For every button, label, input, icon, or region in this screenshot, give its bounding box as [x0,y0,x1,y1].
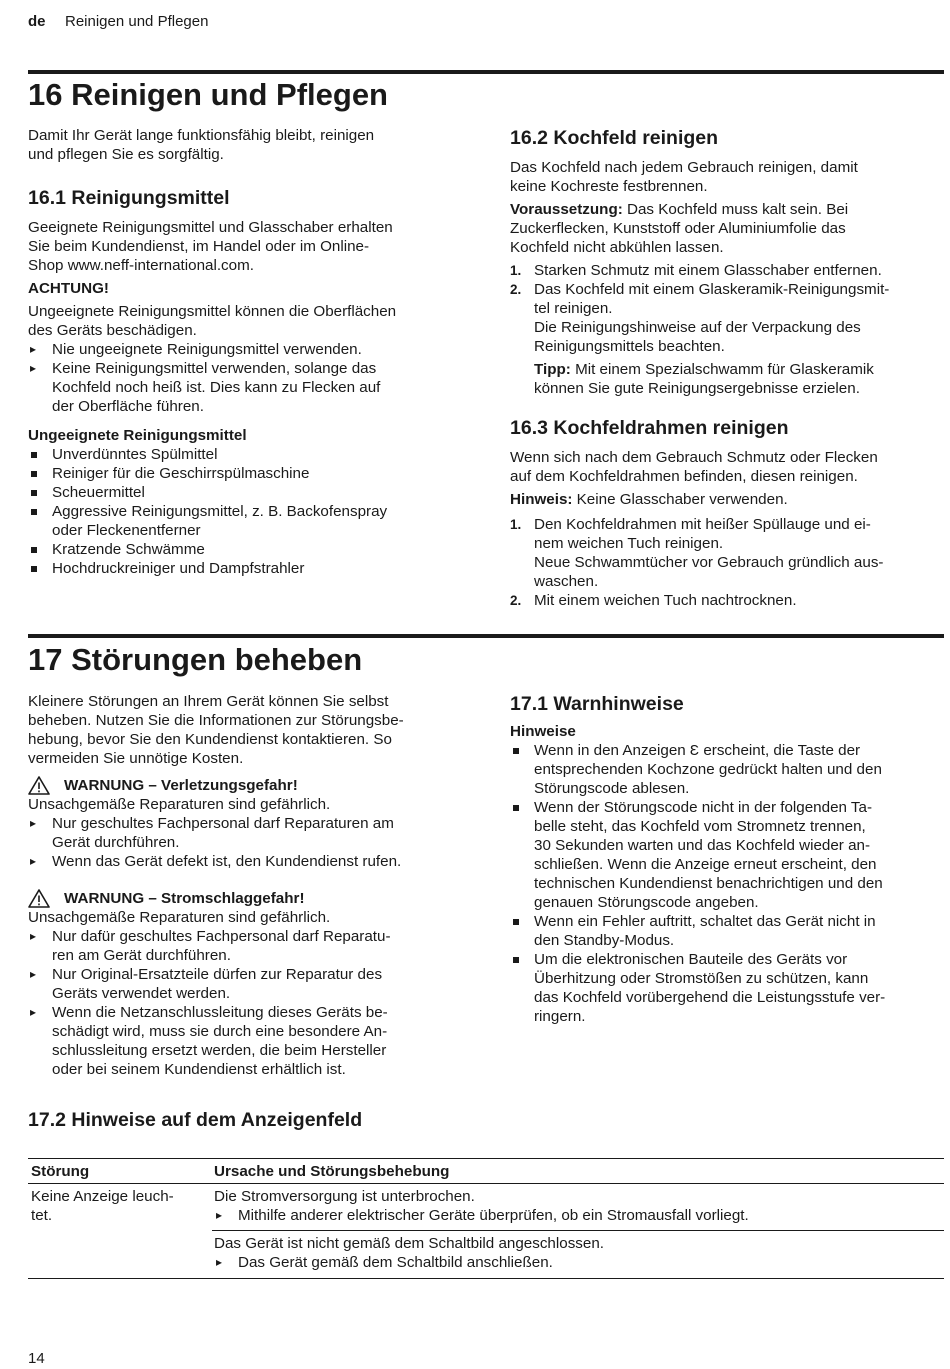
warning-shock-list [28,927,468,1079]
list-item: ▸ Nur Original-Ersatzteile dürfen zur Reparatur des Geräts verwendet werden. [28,965,468,1003]
section-17-title: 17 Störungen beheben [28,642,363,677]
cause-text: Das Gerät ist nicht gemäß dem Schaltbild angeschlossen. [214,1235,605,1252]
cooktop-clean-text: Das Kochfeld nach jedem Gebrauch reinigen, damit keine Kochreste festbrennen. [510,159,858,195]
language-code: de [28,13,46,30]
list-item: Um die elektronischen Bauteile des Geräts vor Überhitzung oder Stromstößen zu schützen, kann das Kochfeld vorübergehend die Leistungsstufe ver- ringern. [510,950,944,1026]
list-item: Unverdünntes Spülmittel [28,445,468,464]
step-item: 2. Das Kochfeld mit einem Glaskeramik-Reinigungsmit- tel reinigen. Die Reinigungshinweise auf der Verpackung des Reinigungsmittels beachten. Tipp: Mit einem Spezialschwamm für Glaskeramik können Sie gute Reinigungsergebnisse erzielen. [510,281,890,397]
section-16-left-column [28,126,468,578]
requirement-text: Voraussetzung: Das Kochfeld muss kalt sein. Bei Zuckerflecken, Kunststoff oder Aluminiumfolie das Kochfeld nicht abkühlen lassen. [510,201,849,256]
section-17-left-column [28,692,468,1079]
section-17-right-column [510,692,944,1026]
list-item: Scheuermittel [28,483,468,502]
frame-clean-steps [510,515,944,610]
cleaning-agents-text: Geeignete Reinigungsmittel und Glasschaber erhalten Sie beim Kundendienst, im Handel oder im Online- Shop www.neff-international.com. [28,219,393,274]
list-item: ▸ Nur dafür geschultes Fachpersonal darf Reparatu- ren am Gerät durchführen. [28,927,468,965]
caution-label: ACHTUNG! [28,280,109,297]
list-item: ▸ Nur geschultes Fachpersonal darf Reparaturen am Gerät durchführen. [28,814,468,852]
section-16-2-title: 16.2 Kochfeld reinigen [510,127,719,149]
table-header-fault: Störung [31,1163,90,1180]
table-row-rule [212,1230,944,1231]
unsuitable-agents-title: Ungeeignete Reinigungsmittel [28,427,247,444]
step-item: 1. Den Kochfeldrahmen mit heißer Spüllauge und ei- nem weichen Tuch reinigen. Neue Schwammtücher vor Gebrauch gründlich aus- waschen. [510,516,884,590]
section-17-intro: Kleinere Störungen an Ihrem Gerät können Sie selbst beheben. Nutzen Sie die Informationen zur Störungsbe- hebung, bevor Sie den Kundendienst kontaktieren. So vermeiden Sie unnötige Kosten. [28,693,404,767]
section-17-2-title: 17.2 Hinweise auf dem Anzeigenfeld [28,1109,363,1131]
section-rule [28,70,944,74]
table-cell-fault: Keine Anzeige leuch- tet. [31,1188,174,1224]
table-row [214,1234,944,1272]
list-item: ▸ Mithilfe anderer elektrischer Geräte überprüfen, ob ein Stromausfall vorliegt. [214,1206,944,1225]
step-item: 2. Mit einem weichen Tuch nachtrocknen. [510,592,797,609]
section-16-1-title: 16.1 Reinigungsmittel [28,187,230,209]
list-item: Wenn in den Anzeigen Ɛ erscheint, die Taste der entsprechenden Kochzone gedrückt halten und den Störungscode ablesen. [510,741,944,798]
warning-shock-heading: WARNUNG – Stromschlaggefahr! [28,889,468,908]
list-item: ▸ Nie ungeeignete Reinigungsmittel verwenden. [28,340,468,359]
section-16-right-column [510,126,944,610]
list-item: Hochdruckreiniger und Dampfstrahler [28,559,468,578]
warning-notes-list [510,741,944,1026]
section-16-3-title: 16.3 Kochfeldrahmen reinigen [510,417,789,439]
list-item: Reiniger für die Geschirrspülmaschine [28,464,468,483]
table-header-rule [28,1183,944,1184]
table-bottom-rule [28,1278,944,1279]
section-16-intro: Damit Ihr Gerät lange funktionsfähig bleibt, reinigen und pflegen Sie es sorgfältig. [28,127,375,163]
list-item: Wenn der Störungscode nicht in der folgenden Ta- belle steht, das Kochfeld vom Stromnetz trennen, 30 Sekunden warten und das Kochfeld wieder an- schließen. Wenn die Anzeige erneut erscheint, den technischen Kundendienst benachrichtigen und den genauen Störungscode angeben. [510,798,944,912]
list-item: ▸ Keine Reinigungsmittel verwenden, solange das Kochfeld noch heiß ist. Dies kann zu Flecken auf der Oberfläche führen. [28,359,468,416]
warning-triangle-icon [28,776,50,795]
caution-list [28,340,468,416]
page-number: 14 [28,1350,45,1367]
list-item: ▸ Wenn das Gerät defekt ist, den Kundendienst rufen. [28,852,468,871]
list-item: Aggressive Reinigungsmittel, z. B. Backofenspray oder Fleckenentferner [28,502,468,540]
notes-subtitle: Hinweise [510,723,576,740]
list-item: Wenn ein Fehler auftritt, schaltet das Gerät nicht in den Standby-Modus. [510,912,944,950]
cause-text: Die Stromversorgung ist unterbrochen. [214,1188,475,1205]
table-top-rule [28,1158,944,1159]
unsuitable-agents-list [28,445,468,578]
list-item: Kratzende Schwämme [28,540,468,559]
warning-shock-text: Unsachgemäße Reparaturen sind gefährlich. [28,909,331,926]
caution-text: Ungeeignete Reinigungsmittel können die Oberflächen des Geräts beschädigen. [28,303,397,339]
step-item: 1. Starken Schmutz mit einem Glasschaber entfernen. [510,262,882,279]
warning-triangle-icon [28,889,50,908]
list-item: ▸ Wenn die Netzanschlussleitung dieses Geräts be- schädigt wird, muss sie durch eine besondere An- schlussleitung ersetzt werden, die beim Hersteller oder bei seinem Kundendienst erhältlich ist. [28,1003,468,1079]
frame-clean-note: Hinweis: Keine Glasschaber verwenden. [510,491,788,508]
table-header-cause: Ursache und Störungsbehebung [214,1163,450,1180]
section-rule [28,634,944,638]
section-17-1-title: 17.1 Warnhinweise [510,693,684,715]
running-header-title: Reinigen und Pflegen [65,13,209,30]
table-row [214,1187,944,1225]
warning-injury-list [28,814,468,871]
warning-injury-text: Unsachgemäße Reparaturen sind gefährlich. [28,796,331,813]
list-item: ▸ Das Gerät gemäß dem Schaltbild anschließen. [214,1253,944,1272]
warning-injury-heading: WARNUNG – Verletzungsgefahr! [28,776,468,795]
section-16-title: 16 Reinigen und Pflegen [28,77,388,112]
frame-clean-text: Wenn sich nach dem Gebrauch Schmutz oder Flecken auf dem Kochfeldrahmen befinden, diesen reinigen. [510,449,878,485]
cooktop-clean-steps [510,261,944,398]
